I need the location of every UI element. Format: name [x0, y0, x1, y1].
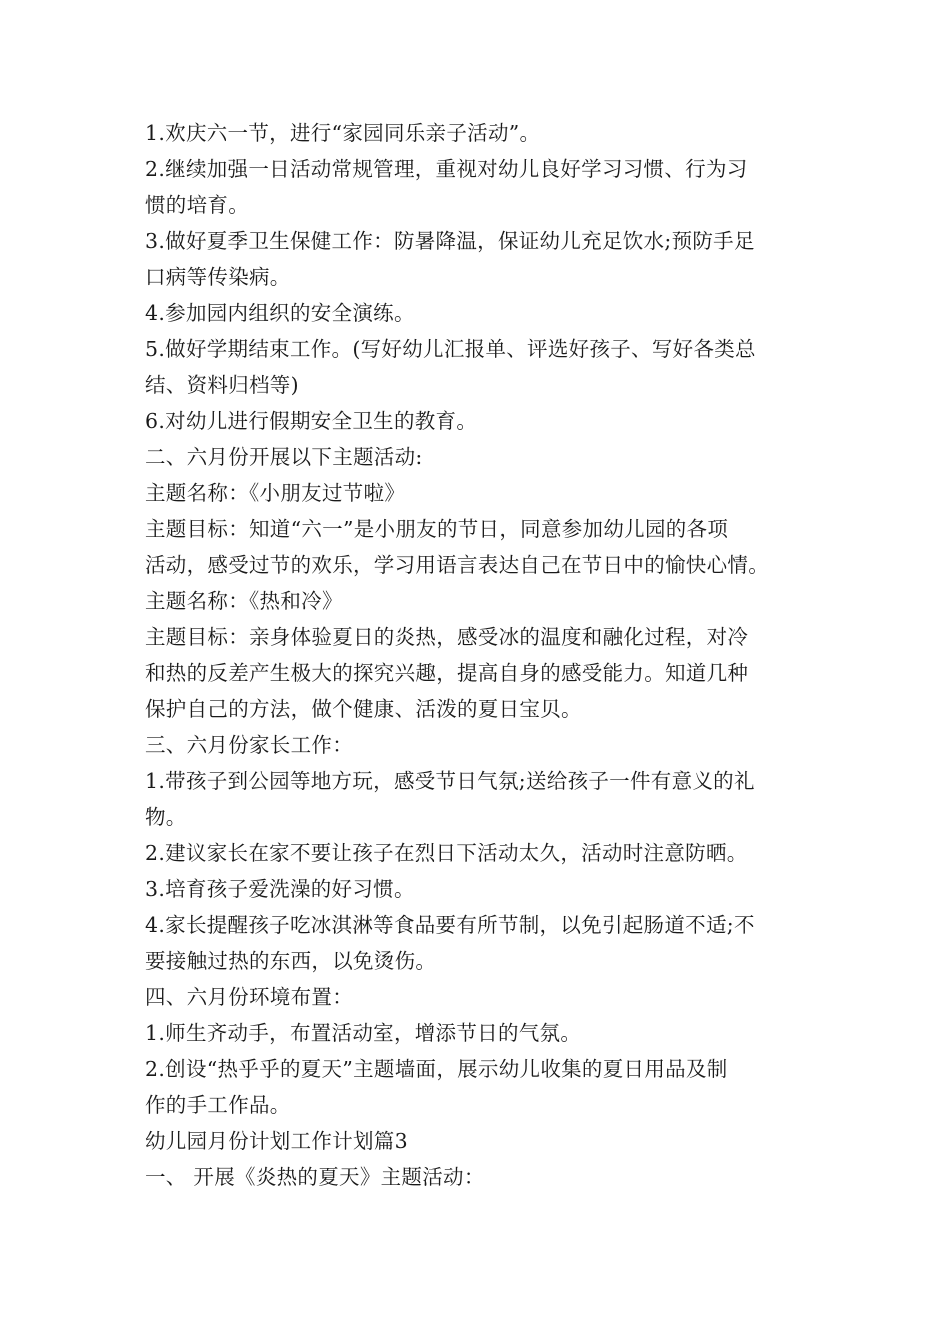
text-line: 活动，感受过节的欢乐，学习用语言表达自己在节日中的愉快心情。 — [145, 553, 769, 577]
text-line: 主题名称：《小朋友过节啦》 — [145, 481, 406, 505]
text-line: 1.欢庆六一节，进行“家园同乐亲子活动”。 — [145, 121, 541, 145]
text-line: 4.家长提醒孩子吃冰淇淋等食品要有所节制，以免引起肠道不适;不 — [145, 913, 755, 937]
text-line: 4.参加园内组织的安全演练。 — [145, 301, 415, 325]
text-line: 3.培育孩子爱洗澡的好习惯。 — [145, 877, 415, 901]
text-line: 惯的培育。 — [145, 193, 249, 217]
text-line: 1.师生齐动手，布置活动室，增添节日的气氛。 — [145, 1021, 582, 1045]
text-line: 要接触过热的东西，以免烫伤。 — [145, 949, 437, 973]
text-line: 保护自己的方法，做个健康、活泼的夏日宝贝。 — [145, 697, 582, 721]
text-line: 2.建议家长在家不要让孩子在烈日下活动太久，活动时注意防晒。 — [145, 841, 748, 865]
text-line: 结、资料归档等) — [145, 373, 299, 397]
section-heading: 三、六月份家长工作： — [145, 733, 353, 757]
text-line: 主题目标：亲身体验夏日的炎热，感受冰的温度和融化过程，对冷 — [145, 625, 749, 649]
section-heading: 一、 开展《炎热的夏天》主题活动： — [145, 1165, 485, 1189]
text-line: 口病等传染病。 — [145, 265, 291, 289]
text-line: 2.创设“热乎乎的夏天”主题墙面，展示幼儿收集的夏日用品及制 — [145, 1057, 728, 1081]
document-title-line: 幼儿园月份计划工作计划篇3 — [145, 1129, 408, 1153]
text-line: 1.带孩子到公园等地方玩，感受节日气氛;送给孩子一件有意义的礼 — [145, 769, 755, 793]
text-line: 物。 — [145, 805, 187, 829]
section-heading: 四、六月份环境布置： — [145, 985, 353, 1009]
text-line: 作的手工作品。 — [145, 1093, 291, 1117]
text-line: 主题名称：《热和冷》 — [145, 589, 343, 613]
document-body — [145, 115, 810, 1195]
text-line: 主题目标：知道“六一”是小朋友的节日，同意参加幼儿园的各项 — [145, 517, 729, 541]
text-line: 和热的反差产生极大的探究兴趣，提高自身的感受能力。知道几种 — [145, 661, 749, 685]
text-line: 5.做好学期结束工作。(写好幼儿汇报单、评选好孩子、写好各类总 — [145, 337, 756, 361]
text-line: 3.做好夏季卫生保健工作：防暑降温，保证幼儿充足饮水;预防手足 — [145, 229, 755, 253]
section-heading: 二、六月份开展以下主题活动: — [145, 445, 423, 469]
text-line: 2.继续加强一日活动常规管理，重视对幼儿良好学习习惯、行为习 — [145, 157, 748, 181]
text-line: 6.对幼儿进行假期安全卫生的教育。 — [145, 409, 478, 433]
